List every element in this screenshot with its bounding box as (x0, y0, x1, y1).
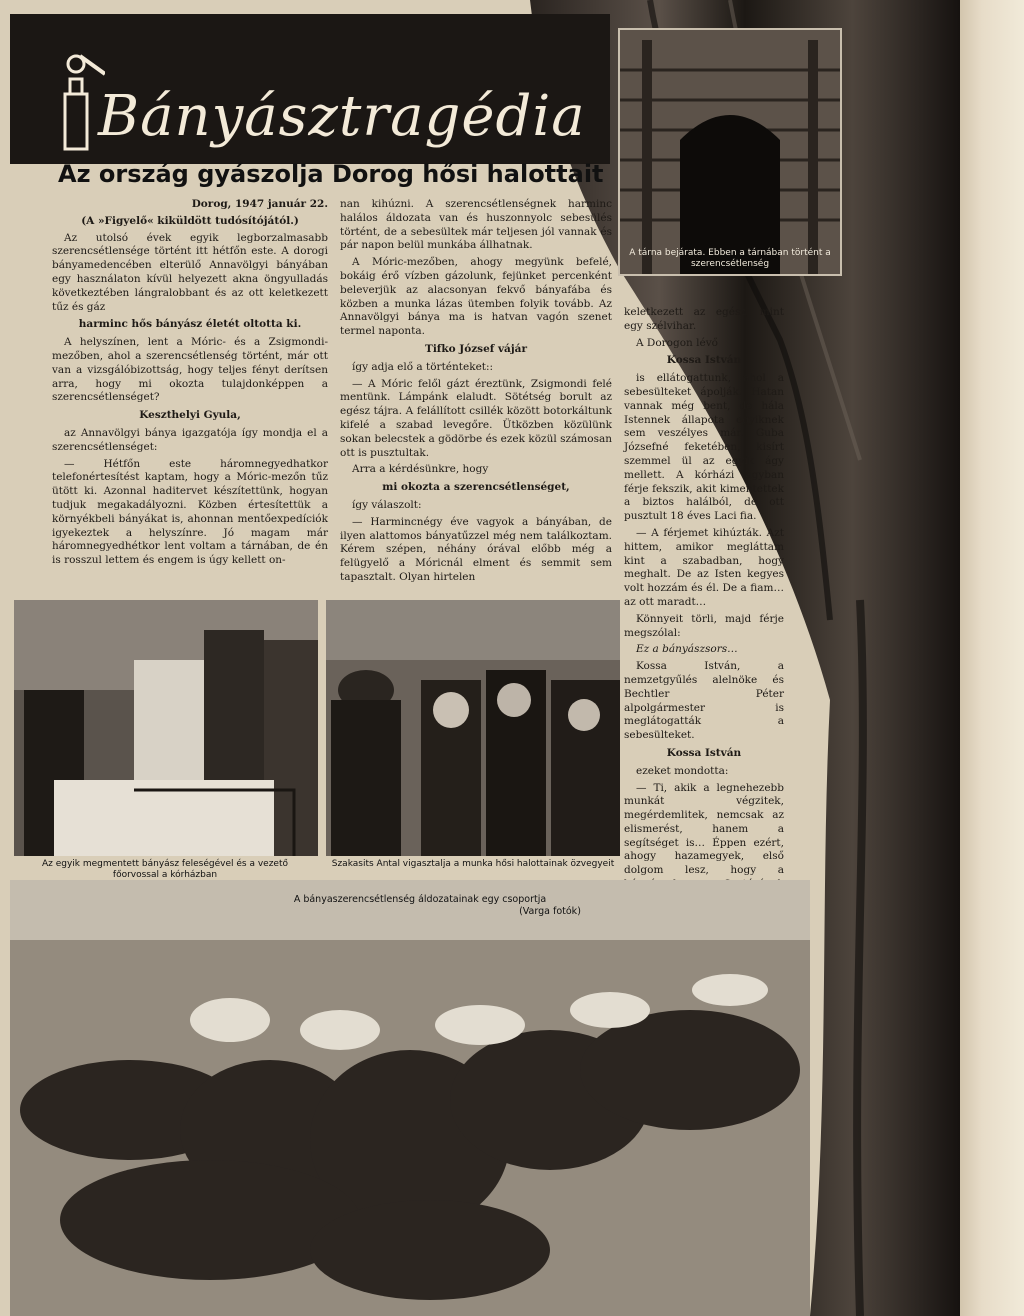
victims-photo-caption: A bányaszerencsétlenség áldozatainak egy csoportja (293, 894, 547, 905)
subheading: mi okozta a szerencsétlenséget, (382, 481, 570, 494)
subheading: Tifko József vájár (425, 342, 527, 355)
mine-entrance-caption: A tárna bejárata. Ebben a tárnában történt a szerencsétlenség (629, 248, 831, 269)
paragraph: is ellátogattunk, ahol a sebesülteket ápolják. Hatan vannak még bent, de hála Istennek állapota egyiknek sem veszélyes már. Guba Józsefné feketében, kisírt szemmel ül az egyik ágy mellett. A kórházi ágyban férje fekszik, akit kimentettek a biztos halálból, de ott pusztult 18 éves Laci fia. (624, 372, 784, 523)
victims-photo (10, 880, 810, 1316)
victims-image (10, 880, 810, 1316)
byline: (A »Figyelő« kiküldött tudósítójától.) (81, 214, 299, 227)
mine-entrance-photo (618, 28, 842, 276)
page-headline: Az ország gyászolja Dorog hősi halottait (58, 160, 604, 188)
paragraph: Kossa István, a nemzetgyűlés alelnöke és Bechtler Péter alpolgármester is meglátogatták a sebesülteket. (624, 660, 784, 742)
paragraph: A Dorogon lévő (636, 336, 718, 349)
paragraph: így válaszolt: (352, 498, 422, 511)
photo-credit: (Varga fotók) (519, 906, 581, 917)
paragraph: nan kihúzni. A szerencsétlenségnek harminc halálos áldozata van és huszonnyolc sebesülés történt, de a sebesültek már teljesen jól vannak és pár napon belül munkába állhatnak. (340, 198, 612, 252)
mine-entrance-image (620, 30, 840, 274)
paragraph: Az utolsó évek egyik legborzalmasabb szerencsétlensége történt itt hétfőn este. A dorogi bányamedencében elterülő Annavölgyi bányában egy használaton kívül helyezett akna öngyulladás következtében lángralobbant és az ott keletkezett tűz és gáz (52, 231, 328, 313)
subheading: Keszthelyi Gyula, (139, 409, 241, 422)
masthead-title: Bányásztragédia (98, 84, 586, 149)
subheading: Kossa István (666, 746, 742, 759)
hospital-image (14, 600, 318, 856)
hospital-photo (14, 600, 318, 856)
dateline: Dorog, 1947 január 22. (191, 198, 328, 210)
paragraph: Könnyeit törli, majd férje megszólal: (624, 612, 784, 639)
hospital-photo-caption: Az egyik megmentett bányász feleségével és a vezető főorvossal a kórházban (41, 859, 288, 880)
torn-paper-edge (954, 0, 1024, 1316)
subheading: harminc hős bányász életét oltotta ki. (78, 318, 302, 331)
article-column-2 (340, 198, 612, 588)
article-column-3 (624, 306, 784, 939)
paragraph: — A Móric felől gázt éreztünk, Zsigmondi felé mentünk. Lámpánk elaludt. Sötétség borult az egész tájra. A felállított csillék között botorkáltunk kifelé a szabad levegőre. Ütközben közülünk sokan belecstek a gödörbe és ezek közül számosan ott is pusztultak. (340, 377, 612, 459)
paragraph: — Ti, akik a legnehezebb munkát végzitek, megérdemlitek, nemcsak az elismerést, hanem a segítséget is… Éppen ezért, ahogy hazamegyek, első dolgom lesz, hogy a (624, 781, 784, 877)
paragraph: ezeket mondotta: (636, 764, 729, 777)
widows-photo (326, 600, 620, 856)
paragraph: így adja elő a történteket:: (352, 360, 494, 373)
paragraph: — Harmincnégy éve vagyok a bányában, de ilyen alattomos bányatűzzel még nem találkoztam. Kérem szépen, néhány órával előbb még a felügyelő a Móricnál elment és semmit sem tapasztalt. Olyan hirtelen (340, 515, 612, 583)
masthead-banner (10, 14, 610, 164)
widows-image (326, 600, 620, 856)
widows-photo-caption: Szakasits Antal vigasztalja a munka hősi halottainak özvegyeit (331, 859, 615, 869)
miner-lamp-pickaxe-icon (50, 44, 105, 154)
paragraph: — A férjemet kihúzták. Azt hittem, amikor megláttam kint a szabadban, hogy meghalt. De az Isten kegyes volt hozzám és él. De a fiam… az ott maradt… (624, 526, 784, 608)
subheading: Kossa István (666, 354, 742, 367)
paragraph: keletkezett az egész, mint egy szélvihar. (624, 306, 784, 332)
paragraph: A Móric-mezőben, ahogy megyünk befelé, bokáig érő vízben gázolunk, fejünket percenként beleverjük az alacsonyan fekvő bányafába és közben a munka lázas ütemben folyik tovább. Az Annavölgyi bánya ma is hatvan vagón szenet termel naponta. (340, 256, 612, 338)
article-column-1 (52, 198, 328, 571)
paragraph: — Hétfőn este háromnegyedhatkor telefonértesítést kaptam, hogy a Móric-mezőn tűz ütött ki. Azonnal haditervet készítettünk, hogyan tudjuk megakadályozni. Közben értesítettük a környékbeli bányákat is, ahonnan mentőexpedíciók igyekeztek a helyszínre. Jó magam már háromnegyedhétkor lent voltam a tárnában, de én is rosszul lettem és engem is úgy kellett on- (52, 457, 328, 567)
paragraph: A helyszínen, lent a Móric- és a Zsigmondi-mezőben, ahol a szerencsétlenség történt, már ott van a vizsgálóbizottság, hogy teljes fényt derítsen arra, hogy mi okozta tulajdonképpen a szerencsétlenséget? (52, 336, 328, 404)
paragraph: Arra a kérdésünkre, hogy (352, 463, 489, 476)
paragraph: az Annavölgyi bánya igazgatója így mondja el a szerencsétlenséget: (52, 426, 328, 453)
paragraph: Ez a bányászsors… (636, 643, 738, 656)
